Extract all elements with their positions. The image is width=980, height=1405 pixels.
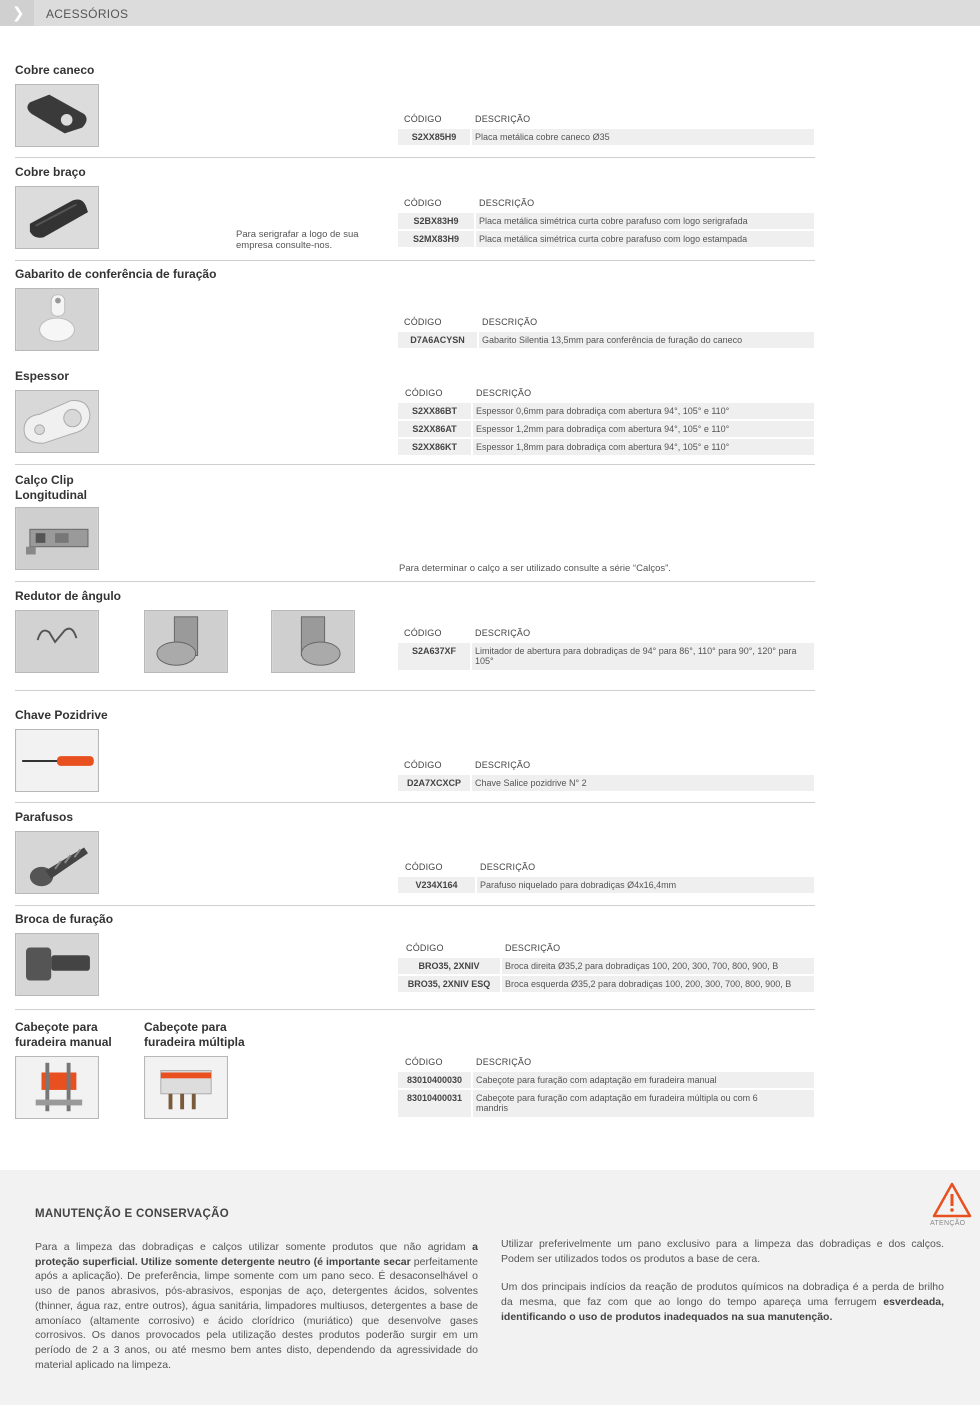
product-description: Broca esquerda Ø35,2 para dobradiças 100, 200, 300, 700, 800, 900, B [505, 979, 792, 989]
warning-icon [928, 1178, 976, 1226]
section-title-redutor: Redutor de ângulo [15, 589, 121, 603]
product-image-cobre-braco [15, 186, 99, 249]
divider [15, 802, 815, 803]
product-description: Broca direita Ø35,2 para dobradiças 100, 200, 300, 700, 800, 900, B [505, 961, 779, 971]
section-title-cobre-caneco: Cobre caneco [15, 63, 95, 77]
table-row [398, 958, 814, 974]
header-code: CÓDIGO [405, 1057, 443, 1067]
product-code: 83010400030 [406, 1075, 463, 1085]
header-code: CÓDIGO [404, 198, 442, 208]
header-desc: DESCRIÇÃO [479, 198, 535, 208]
product-description: Limitador de abertura para dobradiças de 94° para 86°, 110° para 90°, 120° para 105° [475, 646, 797, 666]
section-title-cabecote-manual: Cabeçote para furadeira manual [15, 1020, 112, 1049]
section-title-broca: Broca de furação [15, 912, 114, 926]
table-row [398, 1090, 814, 1117]
header-chevron-box [0, 0, 34, 26]
header-code: CÓDIGO [404, 114, 442, 124]
product-description: Gabarito Silentia 13,5mm para conferência de furação do caneco [482, 335, 743, 345]
divider [15, 905, 815, 906]
table-row [398, 129, 814, 145]
product-image-chave [15, 729, 99, 792]
product-code: S2XX86BT [411, 406, 458, 416]
product-image-redutor-clip [15, 610, 99, 673]
product-code: S2MX83H9 [412, 234, 460, 244]
product-description: Placa metálica cobre caneco Ø35 [475, 132, 610, 142]
product-description: Cabeçote para furação com adaptação em furadeira manual [476, 1075, 717, 1085]
product-image-gabarito [15, 288, 99, 351]
section-title-espessor: Espessor [15, 369, 70, 383]
logo-note: Para serigrafar a logo de sua empresa consulte-nos. [236, 229, 359, 251]
product-code: D2A7XCXCP [406, 778, 462, 788]
calco-note: Para determinar o calço a ser utilizado consulte a série “Calços”. [399, 563, 671, 574]
product-description: Placa metálica simétrica curta cobre parafuso com logo estampada [479, 234, 748, 244]
table-row [398, 439, 814, 455]
product-image-cabecote-manual [15, 1056, 99, 1119]
header-desc: DESCRIÇÃO [505, 943, 561, 953]
product-code: S2BX83H9 [413, 216, 459, 226]
table-row [398, 775, 814, 791]
product-description: Espessor 1,8mm para dobradiça com abertura 94°, 105° e 110° [476, 442, 730, 452]
product-image-redutor-hinge-a [144, 610, 228, 673]
section-title-cobre-braco: Cobre braço [15, 165, 86, 179]
divider [15, 1009, 815, 1010]
product-description: Espessor 0,6mm para dobradiça com abertura 94°, 105° e 110° [476, 406, 730, 416]
table-row [398, 877, 814, 893]
product-description: Placa metálica simétrica curta cobre parafuso com logo serigrafada [479, 216, 748, 226]
product-code: BRO35, 2XNIV ESQ [407, 979, 491, 989]
section-title-gabarito: Gabarito de conferência de furação [15, 267, 217, 281]
section-title-calco-clip: Calço Clip Longitudinal [15, 473, 87, 502]
header-code: CÓDIGO [405, 862, 443, 872]
section-title-parafusos: Parafusos [15, 810, 74, 824]
header-desc: DESCRIÇÃO [482, 317, 538, 327]
table-row [398, 976, 814, 992]
divider [15, 690, 815, 691]
footer-right-text: Utilizar preferivelmente um pano exclusivo para a limpeza das dobradiças e dos calços. Podem ser utilizados todos os produtos a base de cera. Um dos principais indícios da reação de produtos químicos na dobradiça é a perda de brilho da mesma, que faz com que ao longo do tempo apareça uma ferrugem esverdeada, identificando o uso de produtos inadequados na sua manutenção. [501, 1238, 944, 1323]
product-image-cobre-caneco [15, 84, 99, 147]
header-code: CÓDIGO [404, 760, 442, 770]
table-row [398, 1072, 814, 1088]
divider [15, 157, 815, 158]
table-row [398, 332, 814, 348]
product-image-broca [15, 933, 99, 996]
table-row [398, 643, 814, 670]
warning-label: ATENÇÃO [930, 1220, 966, 1227]
header-desc: DESCRIÇÃO [475, 114, 531, 124]
product-image-redutor-hinge-b [271, 610, 355, 673]
footer-left-text: Para a limpeza das dobradiças e calços utilizar somente produtos que não agridam a proteção superficial. Utilize somente detergente neutro (é importante secar perfeitamente após a aplicação). De preferência, limpe somente com um pano seco. É desaconselhável o uso de panos abrasivos, pós-abrasivos, esponjas de aço, detergentes ácidos, solventes (thinner, água raz, entre outros), água sanitária, limpadores multiusos, detergentes a base de amoníaco (altamente corrosivo) e ácido clorídrico (muriático) que desenvolve gases corrosivos. Os danos provocados pela utilização destes produtos poderão surgir em um período de 2 a 3 anos, ou até mesmo bem antes disto, dependendo da agressividade do material aplicado na limpeza. [35, 1241, 478, 1371]
header-desc: DESCRIÇÃO [476, 388, 532, 398]
product-description: Cabeçote para furação com adaptação em furadeira múltipla ou com 6 mandris [476, 1093, 758, 1113]
divider [15, 464, 815, 465]
header-code: CÓDIGO [406, 943, 444, 953]
chevron-right-icon: ❯ [12, 5, 25, 22]
header-bar [0, 0, 980, 26]
header-desc: DESCRIÇÃO [475, 760, 531, 770]
product-description: Chave Salice pozidrive N° 2 [475, 778, 587, 788]
header-desc: DESCRIÇÃO [475, 628, 531, 638]
header-desc: DESCRIÇÃO [476, 1057, 532, 1067]
product-image-parafuso [15, 831, 99, 894]
table-row [398, 421, 814, 437]
product-code: S2XX86AT [412, 424, 457, 434]
product-image-espessor [15, 390, 99, 453]
section-title-chave: Chave Pozidrive [15, 708, 108, 722]
header-desc: DESCRIÇÃO [480, 862, 536, 872]
footer-title: MANUTENÇÃO E CONSERVAÇÃO [35, 1208, 229, 1220]
header-code: CÓDIGO [405, 388, 443, 398]
product-code: 83010400031 [406, 1093, 463, 1103]
product-description: Espessor 1,2mm para dobradiça com abertura 94°, 105° e 110° [476, 424, 730, 434]
table-row [398, 213, 814, 229]
page-title: ACESSÓRIOS [46, 7, 129, 21]
product-code: S2A637XF [411, 646, 457, 656]
header-code: CÓDIGO [404, 317, 442, 327]
product-code: S2XX86KT [411, 442, 458, 452]
divider [15, 581, 815, 582]
product-code: D7A6ACYSN [410, 335, 465, 345]
table-row [398, 231, 814, 247]
product-code: V234X164 [415, 880, 458, 890]
table-row [398, 403, 814, 419]
product-description: Parafuso niquelado para dobradiças Ø4x16,4mm [480, 880, 677, 890]
divider [15, 260, 815, 261]
product-code: S2XX85H9 [411, 132, 457, 142]
product-image-cabecote-multipla [144, 1056, 228, 1119]
header-code: CÓDIGO [404, 628, 442, 638]
section-title-cabecote-multipla: Cabeçote para furadeira múltipla [144, 1020, 245, 1049]
maintenance-footer [0, 1170, 980, 1405]
product-image-calco-clip [15, 507, 99, 570]
product-code: BRO35, 2XNIV [418, 961, 480, 971]
